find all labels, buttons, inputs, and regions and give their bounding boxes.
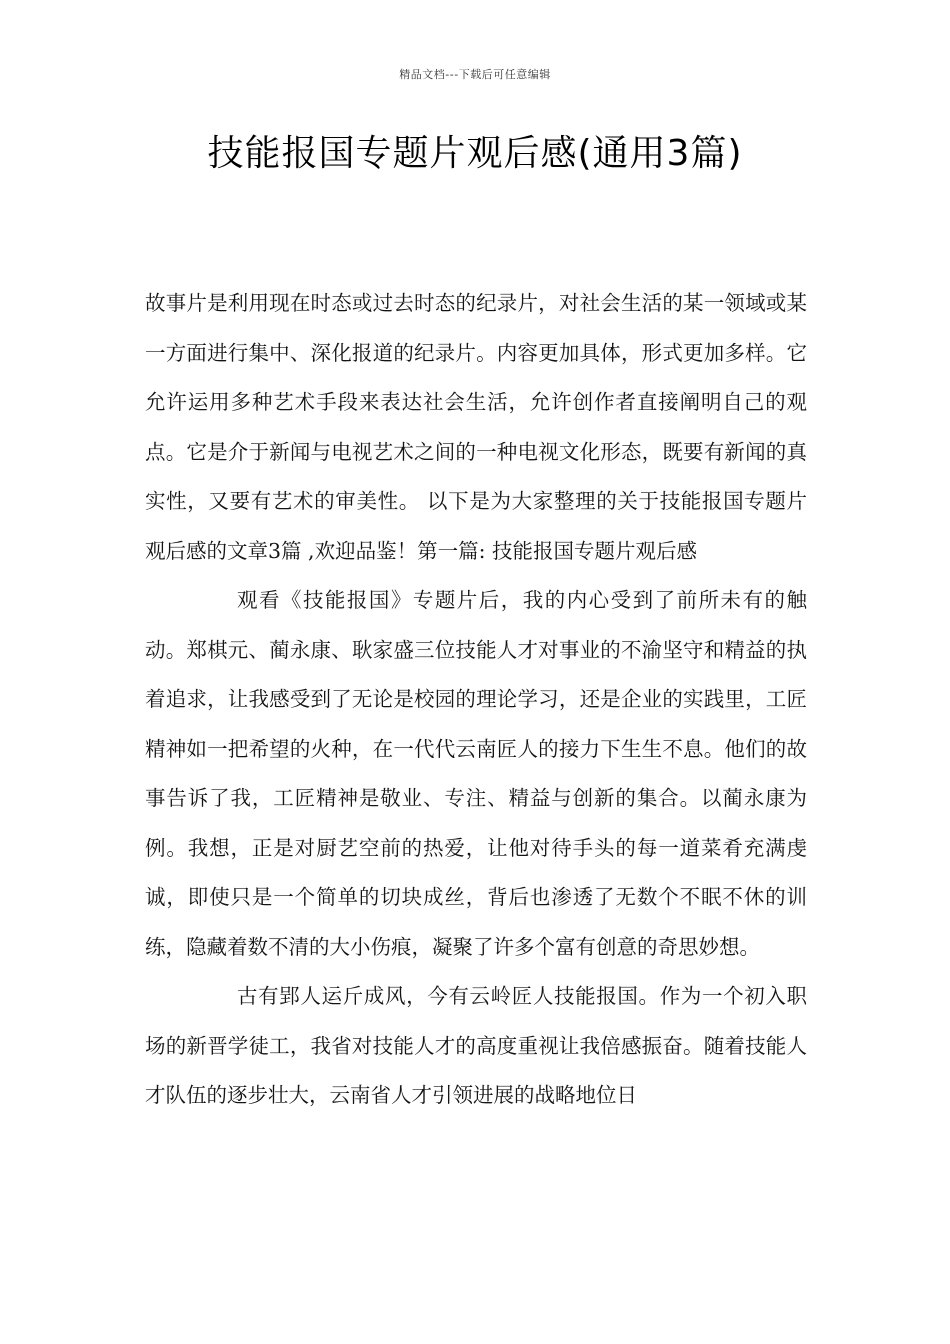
paragraph-intro: 故事片是利用现在时态或过去时态的纪录片，对社会生活的某一领域或某一方面进行集中、深化报道的纪录片。内容更加具体，形式更加多样。它允许运用多种艺术手段来表达社会生活，允许创作者直接阐明自己的观点。它是介于新闻与电视艺术之间的一种电视文化形态，既要有新闻的真实性，又要有艺术的审美性。 以下是为大家整理的关于技能报国专题片观后感的文章3篇 ,欢迎品鉴！第一篇: 技能报国专题片观后感 xyxy=(145,291,807,563)
document-body xyxy=(145,279,807,1121)
paragraph-2: 古有郢人运斤成风，今有云岭匠人技能报国。作为一个初入职场的新晋学徒工，我省对技能人才的高度重视让我倍感振奋。随着技能人才队伍的逐步壮大，云南省人才引领进展的战略地位日 xyxy=(145,984,807,1107)
paragraph-1: 观看《技能报国》专题片后，我的内心受到了前所未有的触动。郑棋元、蔺永康、耿家盛三位技能人才对事业的不渝坚守和精益的执着追求，让我感受到了无论是校园的理论学习，还是企业的实践里，工匠精神如一把希望的火种，在一代代云南匠人的接力下生生不息。他们的故事告诉了我，工匠精神是敬业、专注、精益与创新的集合。以蔺永康为例。我想，正是对厨艺空前的热爱，让他对待手头的每一道菜肴充满虔诚，即使只是一个简单的切块成丝，背后也渗透了无数个不眠不休的训练，隐藏着数不清的大小伤痕，凝聚了许多个富有创意的奇思妙想。 xyxy=(145,588,807,959)
page-header: 精品文档---下载后可任意编辑 xyxy=(399,68,551,81)
document-title: 技能报国专题片观后感(通用3篇) xyxy=(207,133,743,174)
